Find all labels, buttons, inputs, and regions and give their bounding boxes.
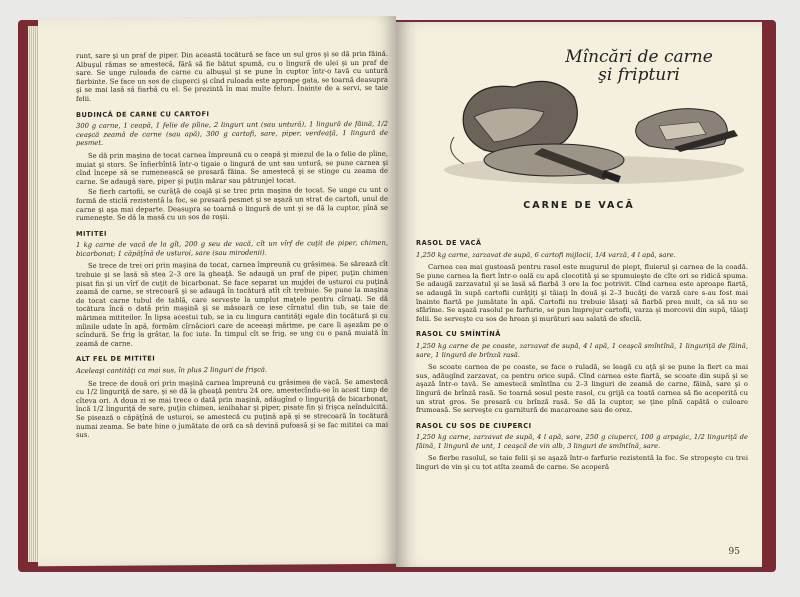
right-text-column	[416, 232, 748, 474]
recipe-ingredients: 1,250 kg carne, zarzavat de supă, 4 l apă, sare, 250 g ciuperci, 100 g arpagic, 1/2 linguriţă de făină, 1 lingură de unt, 1 ceaşcă de vin alb, 3 linguri de smîntînă, sare.	[416, 433, 748, 450]
recipe-text: Carnea cea mai gustoasă pentru rasol este mugurul de piept, fluierul şi carnea de la coadă. Se pune carnea la fiert într-o oală cu apă clocotită şi se spumuieşte de cîte ori se ridică spuma. Se adaugă zarzavatul şi se lasă să fiarbă 3 ore la foc potrivit. Cînd carnea este aproape fiartă, se adaugă în supă cartofii curăţiţi şi tăiaţi în două şi 2–3 bucăţi de varză care s-au fost mai înainte fiartă pe jumătate în apă. Cartofii nu trebuie lăsaţi să fiarbă prea mult, ca să nu se sfărîme. Se aşază rasolul pe farfurie, se pun împrejur cartofii, varza şi morcovii din supă, tăiaţi felii. Se serveşte cu sos de hrean şi murături sau salată de sfeclă.	[416, 263, 748, 323]
recipe-title: ALT FEL DE MITITEI	[76, 354, 156, 364]
recipe-title: MITITEI	[76, 229, 107, 238]
recipe-title: RASOL CU SOS DE CIUPERCI	[416, 421, 532, 430]
recipe-ingredients: 1 kg carne de vacă de la gît, 200 g seu de vacă, cît un vîrf de cuţit de piper, chimen, bicarbonat; 1 căpăţînă de usturoi, sare (sau mirodenii).	[76, 239, 388, 258]
left-text-column	[76, 50, 388, 442]
page-number: 95	[728, 547, 740, 557]
recipe-text: Se trece de trei ori prin maşina de tocat, carnea împreună cu grăsimea. Se sărează cît trebuie şi se lasă să stea 2–3 ore la gheaţă. Se adaugă un praf de piper, puţin chimen pisat fin şi un vîrf de cuţit de bicarbonat. Se face separat un mujdei de usturoi cu puţină zeamă de carne, se strecoară şi se adaugă în tocătură atît cît trebuie. Se pune la maşina de tocat carne tubul de tablă, care servește la umplut maţele pentru cîrnaţi. Se dă tocătura încă o dată prin maşină şi se măsoară ce iese cîrnatul din tub, se taie de mărimea mititeilor. În lipsa acestui tub, se ia cu lingura cantităţi egale din tocătură şi cu mîinile udate în apă, formăm cîrnăciori care de aceeaşi mărime, pe care îi aşezăm pe o scîndură. Se frig la grătar, la foc iute. În timpul cît se frig, se ung cu o pană muiată în zeamă de carne.	[76, 260, 388, 348]
recipe-title: RASOL DE VACĂ	[416, 239, 482, 247]
recipe-ingredients: 1,250 kg carne de pe coaste, zarzavat de supă, 4 l apă, 1 ceaşcă smîntînă, 1 linguriţă de făină, sare, 1 lingură de brînză rasă.	[416, 341, 748, 359]
left-page	[38, 16, 396, 566]
recipe-text: Se dă prin maşina de tocat carnea împreună cu o ceapă şi miezul de la o felie de pîine, muiat şi stors. Se înfierbîntă într-o tigaie o lingură de unt sau untură, se pune carnea şi cînd începe să se rumenească se presară făina. Se amestecă şi se stinge cu zeama de carne. Se adaugă sare, piper şi puţin mărar sau pătrunjel tocat.	[76, 149, 388, 186]
recipe-text: Se fierbe rasolul, se taie felii şi se aşază într-o farfurie rezistentă la foc. Se stropeşte cu trei linguri de vin şi cu tot atîta zeamă de carne. Se acoperă	[416, 454, 748, 472]
section-title: CARNE DE VACĂ	[523, 200, 635, 211]
right-page	[396, 22, 762, 567]
continued-recipe-text: runt, sare şi un praf de piper. Din această tocătură se face un sul gros şi se dă prin făină. Albuşul rămas se amestecă, fără să fie bătut spumă, cu o lingură de ulei şi un praf de sare. Se unge ruloada de carne cu albuşul şi se pune în cuptor într-o tavă cu untură fierbinte. Se face un sos de ciuperci şi cînd ruloada este aproape gata, se toarnă deasupra şi se mai lasă să fiarbă cu el. Se prezintă în mai multe feluri. Înainte de a servi, se taie felii.	[76, 49, 388, 103]
recipe-ingredients: Aceleaşi cantităţi ca mai sus, în plus 2 linguri de frişcă.	[76, 365, 268, 375]
recipe-text: Se scoate carnea de pe coaste, se face o ruladă, se leagă cu aţă şi se pune la fiert ca mai sus, adăugînd zarzavat, ca pentru orice supă. Cînd carnea este fiartă, se scoate din supă şi se aşază într-o tavă. Se amestecă smîntîna cu 2–3 linguri de zeamă de carne, făină, sare şi o lingură de brînză rasă. Se toarnă sosul peste rasol, cu grijă ca toată carnea să fie acoperită cu un strat gros. Se presară cu brînză rasă. Se dă la cuptor, se ţine pînă capătă o culoare frumoasă. Se serveşte cu garnitură de macaroane sau de orez.	[416, 363, 748, 415]
recipe-ingredients: 300 g carne, 1 ceapă, 1 felie de pîine, 2 linguri unt (sau untură), 1 lingură de făină, 1/2 ceaşcă zeamă de carne (sau apă), 300 g cartofi, sare, piper, verdeaţă, 1 lingură de pesmet.	[76, 119, 388, 148]
recipe-title: BUDINCĂ DE CARNE CU CARTOFI	[76, 109, 210, 119]
recipe-text: Se fierb cartofii, se curăţă de coajă şi se trec prin maşina de tocat. Se unge cu unt o formă de sticlă rezistentă la foc, se presară pesmet şi se aşază un strat de cartofi, unul de carne şi aşa mai departe. Deasupra se toarnă o lingură de unt şi se dă la cuptor, pînă se rumeneşte. Se dă la masă cu un sos de roşii.	[76, 186, 388, 223]
chapter-title: Mîncări de carne şi fripturi	[565, 47, 713, 85]
recipe-title: RASOL CU SMÎNTÎNĂ	[416, 330, 501, 339]
chapter-illustration	[444, 42, 744, 190]
recipe-ingredients: 1,250 kg carne, zarzavat de supă, 6 cartofi mijlocii, 1/4 varză, 4 l apă, sare.	[416, 250, 676, 259]
recipe-text: Se trece de două ori prin maşină carnea împreună cu grăsimea de vacă. Se amestecă cu 1/2 linguriţă de sare, şi se dă la gheaţă pentru 24 ore, amestecîndu-se în acest timp de cîteva ori. A doua zi se mai trece o dată prin maşină, adăugînd o linguriţă de bicarbonat, încă 1/2 linguriţă de sare, puţin chimen, ienibahar şi piper, pisate fin şi frişca neîndulcită. Se pisează o căpăţînă de usturoi, se amestecă cu puţină apă şi se strecoară în tocătură numai zeama. Se bate bine o jumătate de oră ca să devină pufoasă şi se fac mititei ca mai sus.	[76, 377, 388, 440]
